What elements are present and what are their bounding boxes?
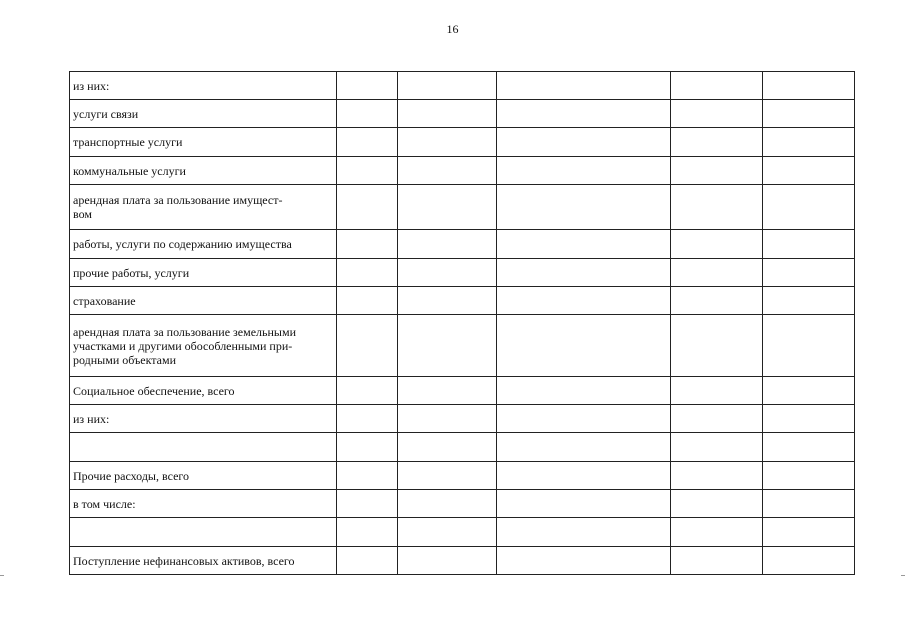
table-row <box>70 462 855 490</box>
value-cell <box>398 433 497 462</box>
row-label: Прочие расходы, всего <box>70 462 337 490</box>
row-label: в том числе: <box>70 490 337 518</box>
value-cell <box>671 157 763 185</box>
value-cell <box>763 72 855 100</box>
row-label: работы, услуги по содержанию имущества <box>70 230 337 259</box>
value-cell <box>497 100 671 128</box>
value-cell <box>497 315 671 377</box>
value-cell <box>337 315 398 377</box>
table-row <box>70 185 855 230</box>
value-cell <box>337 462 398 490</box>
value-cell <box>337 518 398 547</box>
value-cell <box>398 128 497 157</box>
value-cell <box>671 72 763 100</box>
value-cell <box>398 230 497 259</box>
value-cell <box>763 315 855 377</box>
value-cell <box>671 377 763 405</box>
value-cell <box>337 490 398 518</box>
value-cell <box>497 157 671 185</box>
value-cell <box>763 462 855 490</box>
table-row <box>70 490 855 518</box>
row-label: из них: <box>70 72 337 100</box>
table-row <box>70 157 855 185</box>
table-row <box>70 547 855 575</box>
value-cell <box>671 100 763 128</box>
value-cell <box>398 157 497 185</box>
value-cell <box>763 185 855 230</box>
value-cell <box>398 100 497 128</box>
row-label: прочие работы, услуги <box>70 259 337 287</box>
value-cell <box>763 259 855 287</box>
value-cell <box>497 72 671 100</box>
value-cell <box>763 377 855 405</box>
value-cell <box>671 547 763 575</box>
value-cell <box>671 259 763 287</box>
row-label: Поступление нефинансовых активов, всего <box>70 547 337 575</box>
value-cell <box>671 185 763 230</box>
value-cell <box>337 405 398 433</box>
value-cell <box>398 462 497 490</box>
table-row <box>70 377 855 405</box>
table-row <box>70 287 855 315</box>
value-cell <box>398 72 497 100</box>
value-cell <box>497 259 671 287</box>
value-cell <box>337 128 398 157</box>
page-number: 16 <box>446 22 459 36</box>
value-cell <box>763 405 855 433</box>
value-cell <box>497 462 671 490</box>
value-cell <box>337 185 398 230</box>
value-cell <box>337 547 398 575</box>
value-cell <box>337 433 398 462</box>
value-cell <box>671 433 763 462</box>
value-cell <box>497 185 671 230</box>
value-cell <box>497 287 671 315</box>
row-label: Социальное обеспечение, всего <box>70 377 337 405</box>
table-row <box>70 433 855 462</box>
value-cell <box>398 315 497 377</box>
value-cell <box>671 315 763 377</box>
value-cell <box>497 518 671 547</box>
table-row <box>70 405 855 433</box>
value-cell <box>671 405 763 433</box>
table-row <box>70 72 855 100</box>
value-cell <box>497 377 671 405</box>
value-cell <box>398 185 497 230</box>
value-cell <box>398 518 497 547</box>
value-cell <box>671 287 763 315</box>
row-label: страхование <box>70 287 337 315</box>
value-cell <box>671 490 763 518</box>
value-cell <box>763 490 855 518</box>
value-cell <box>337 230 398 259</box>
value-cell <box>398 377 497 405</box>
value-cell <box>337 72 398 100</box>
value-cell <box>497 490 671 518</box>
row-label: коммунальные услуги <box>70 157 337 185</box>
value-cell <box>763 230 855 259</box>
value-cell <box>337 157 398 185</box>
value-cell <box>497 433 671 462</box>
value-cell <box>497 128 671 157</box>
scan-edge-mark-left <box>0 575 4 576</box>
value-cell <box>337 259 398 287</box>
value-cell <box>763 518 855 547</box>
table-row <box>70 100 855 128</box>
row-label <box>70 433 337 462</box>
value-cell <box>763 433 855 462</box>
value-cell <box>671 462 763 490</box>
row-label: услуги связи <box>70 100 337 128</box>
budget-table <box>69 71 855 575</box>
table-row <box>70 518 855 547</box>
value-cell <box>398 405 497 433</box>
row-label: арендная плата за пользование имущест- вом <box>70 185 337 230</box>
value-cell <box>671 128 763 157</box>
row-label <box>70 518 337 547</box>
value-cell <box>337 287 398 315</box>
value-cell <box>398 490 497 518</box>
value-cell <box>671 230 763 259</box>
row-label: арендная плата за пользование земельными участками и другими обособленными при- родными объектами <box>70 315 337 377</box>
value-cell <box>497 230 671 259</box>
value-cell <box>398 287 497 315</box>
value-cell <box>398 259 497 287</box>
value-cell <box>497 547 671 575</box>
value-cell <box>398 547 497 575</box>
value-cell <box>763 157 855 185</box>
table-row <box>70 259 855 287</box>
table-row <box>70 128 855 157</box>
table-row <box>70 230 855 259</box>
value-cell <box>497 405 671 433</box>
value-cell <box>763 128 855 157</box>
value-cell <box>671 518 763 547</box>
row-label: из них: <box>70 405 337 433</box>
scan-edge-mark-right <box>901 575 905 576</box>
row-label: транспортные услуги <box>70 128 337 157</box>
value-cell <box>337 377 398 405</box>
value-cell <box>763 287 855 315</box>
value-cell <box>337 100 398 128</box>
value-cell <box>763 547 855 575</box>
value-cell <box>763 100 855 128</box>
table-row <box>70 315 855 377</box>
